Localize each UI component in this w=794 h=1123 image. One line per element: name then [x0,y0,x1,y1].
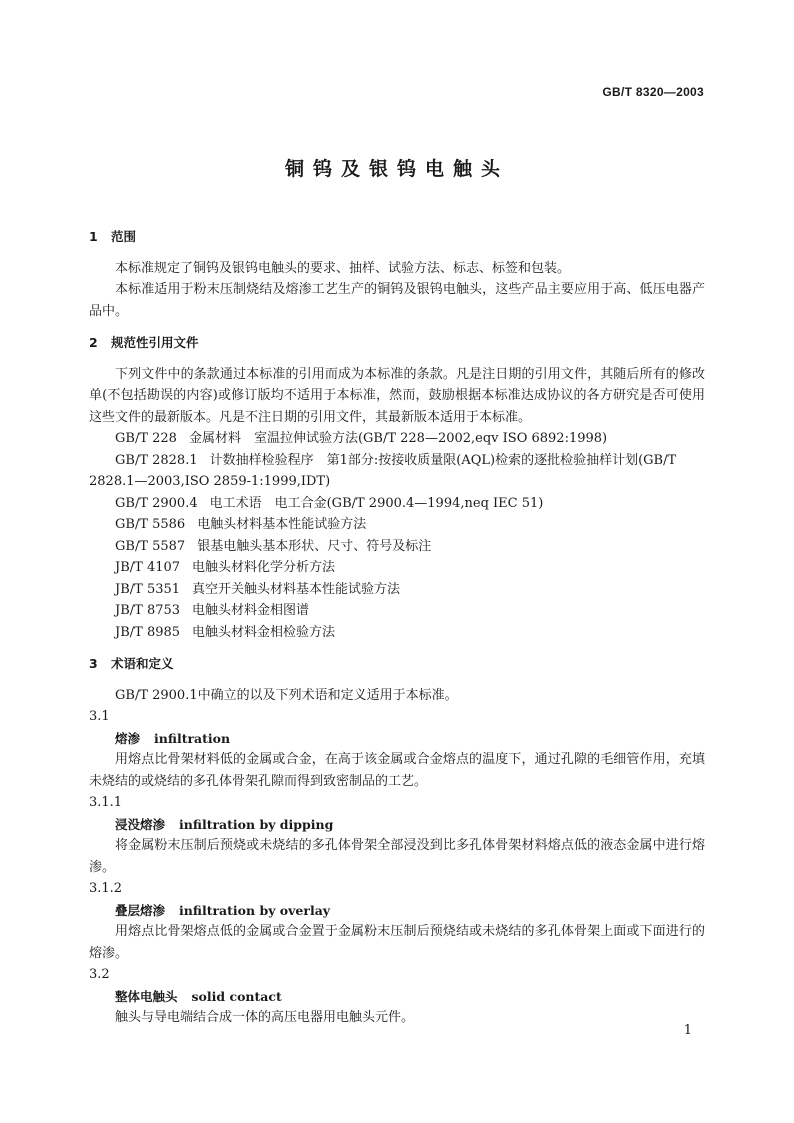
terms-intro: GB/T 2900.1中确立的以及下列术语和定义适用于本标准。 [115,687,458,703]
reference-code: GB/T 5587 [115,538,186,554]
reference-code: JB/T 8985 [115,624,181,640]
term-name-cn: 整体电触头 [115,988,178,1004]
reference-item [89,622,705,644]
section-title: 术语和定义 [111,656,174,671]
reference-item [89,600,705,622]
term-name [89,728,705,750]
term-name-cn: 熔渗 [115,730,141,746]
reference-code: GB/T 5586 [115,517,186,532]
reference-item [89,536,705,558]
reference-code: JB/T 4107 [115,560,181,575]
document-body [89,226,705,1029]
section-heading-references [89,332,705,354]
reference-title: 真空开关触头材料基本性能试验方法 [192,581,401,597]
reference-item [89,514,705,536]
term-entry [89,792,705,878]
reference-list [89,428,705,643]
section-heading-scope [89,226,705,248]
term-entry [89,878,705,964]
term-name-cn: 浸没熔渗 [115,816,166,832]
term-name-en: infiltration [154,730,231,746]
term-entry [89,964,705,1029]
section-scope [89,226,705,322]
reference-title: 电触头材料化学分析方法 [192,560,336,575]
document-title: 铜钨及银钨电触头 [284,158,509,180]
section-title: 范围 [111,229,137,244]
reference-code: JB/T 5351 [115,581,181,597]
reference-title: 电触头材料基本性能试验方法 [197,517,367,532]
reference-code: JB/T 8753 [115,603,181,618]
reference-code: GB/T 228 [115,431,177,446]
term-definition: 将金属粉末压制后预烧或未烧结的多孔体骨架全部浸没到比多孔体骨架材料熔点低的液态金属中进行熔渗。 [89,838,705,875]
term-entry [89,706,705,792]
standard-code-header: GB/T 8320—2003 [602,85,704,99]
page-number: 1 [683,1023,692,1038]
reference-item [89,557,705,579]
reference-title: 银基电触头基本形状、尺寸、符号及标注 [197,538,432,554]
reference-title: 电触头材料金相图谱 [192,603,310,618]
term-name [89,814,705,836]
term-name-cn: 叠层熔渗 [115,902,166,918]
reference-item [89,428,705,450]
reference-title: 电触头材料金相检验方法 [192,624,336,640]
term-definition: 用熔点比骨架熔点低的金属或合金置于金属粉末压制后预烧结或未烧结的多孔体骨架上面或下面进行的熔渗。 [89,924,705,961]
term-name-en: infiltration by dipping [179,816,334,832]
term-number: 3.1 [89,709,110,724]
term-definition: 触头与导电端结合成一体的高压电器用电触头元件。 [115,1010,415,1025]
section-number: 1 [89,229,98,244]
section-heading-terms [89,653,705,675]
reference-item [89,493,705,515]
term-name-en: infiltration by overlay [179,902,331,918]
reference-title: 电工术语 电工合金(GB/T 2900.4—1994,neq IEC 51) [209,495,544,511]
reference-title: 金属材料 室温拉伸试验方法(GB/T 228—2002,eqv ISO 6892:1998) [188,431,608,446]
term-definition: 用熔点比骨架材料低的金属或合金，在高于该金属或合金熔点的温度下，通过孔隙的毛细管作用，充填未烧结的或烧结的多孔体骨架孔隙而得到致密制品的工艺。 [89,752,705,789]
term-name [89,900,705,922]
reference-code: GB/T 2828.1 [115,452,198,468]
term-name-en: solid contact [191,988,282,1004]
scope-paragraph: 本标准适用于粉末压制烧结及熔渗工艺生产的铜钨及银钨电触头，这些产品主要应用于高、低压电器产品中。 [89,282,705,319]
section-number: 3 [89,656,98,671]
reference-code: GB/T 2900.4 [115,495,198,511]
section-title: 规范性引用文件 [111,335,199,350]
term-name [89,986,705,1008]
reference-title: 计数抽样检验程序 第1部分:按接收质量限(AQL)检索的逐批检验抽样计划(GB/T 2828.1—2003,ISO 2859-1:1999,IDT) [89,452,677,489]
references-intro: 下列文件中的条款通过本标准的引用而成为本标准的条款。凡是注日期的引用文件，其随后所有的修改单(不包括勘误的内容)或修订版均不适用于本标准，然而，鼓励根据本标准达成协议的各方研究是否可使用这些文件的最新版本。凡是不注日期的引用文件，其最新版本适用于本标准。 [89,366,705,425]
section-terms-definitions [89,653,705,1029]
term-number: 3.2 [89,967,110,982]
section-number: 2 [89,335,98,350]
reference-item [89,450,705,493]
term-number: 3.1.2 [89,881,123,896]
reference-item [89,579,705,601]
scope-paragraph: 本标准规定了铜钨及银钨电触头的要求、抽样、试验方法、标志、标签和包装。 [115,260,571,276]
section-normative-references [89,332,705,643]
term-number: 3.1.1 [89,795,123,810]
